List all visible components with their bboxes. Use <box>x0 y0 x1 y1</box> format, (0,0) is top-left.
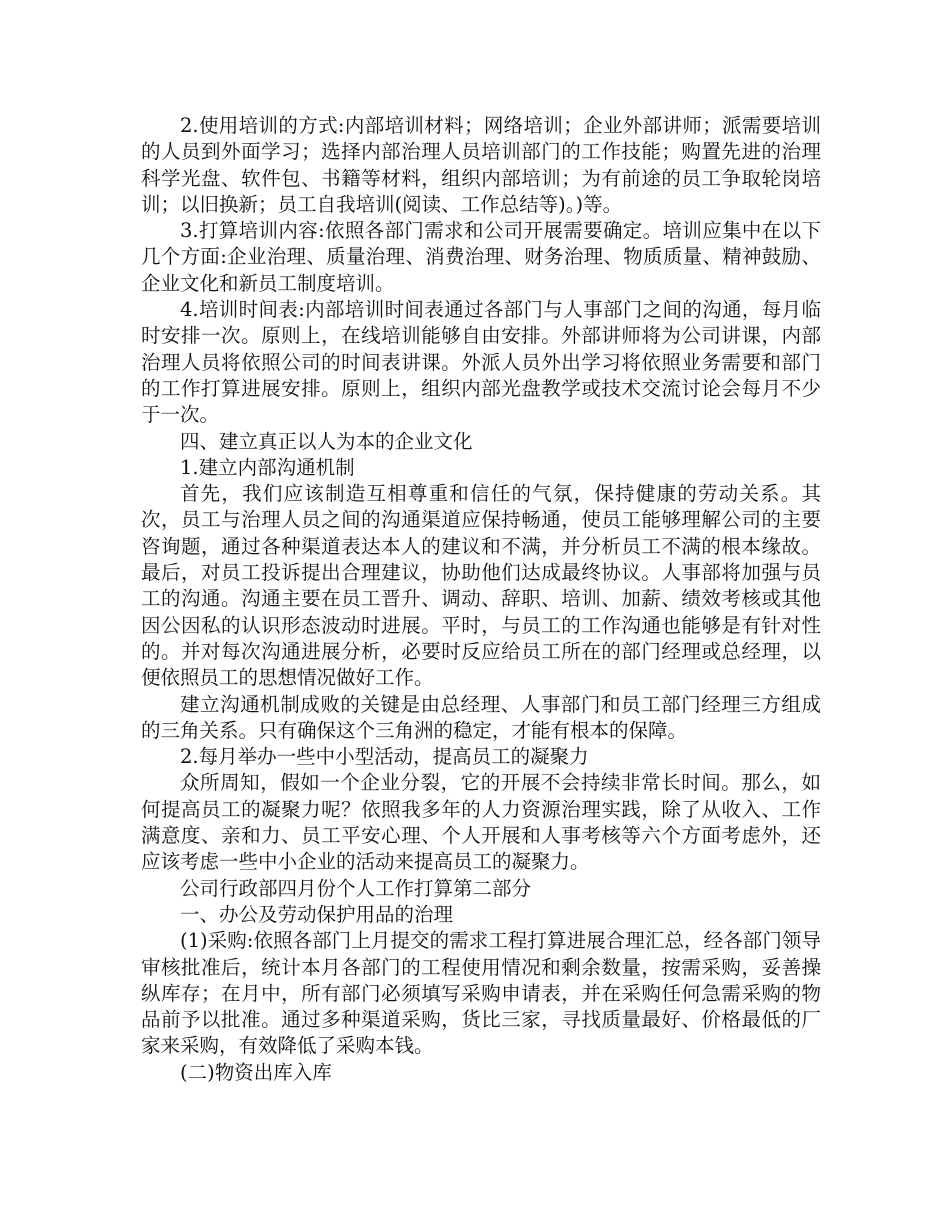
subheading-warehouse: (二)物资出库入库 <box>180 1060 332 1084</box>
paragraph-training-methods: 2.使用培训的方式:内部培训材料；网络培训；企业外部讲师；派需要培训的人员到外面学习；选择内部治理人员培训部门的工作技能；购置先进的治理科学光盘、软件包、书籍等材料，组织内部培训；为有前途的员工争取轮岗培训；以旧换新；员工自我培训(阅读、工作总结等)。)等。 <box>141 114 821 216</box>
paragraph-procurement: (1)采购:依照各部门上月提交的需求工程打算进展合理汇总，经各部门领导审核批准后，统计本月各部门的工程使用情况和剩余数量，按需采购，妥善操纵库存；在月中，所有部门必须填写采购申请表，并在采购任何急需采购的物品前予以批准。通过多种渠道采购，货比三家，寻找质量最好、价格最低的厂家来采购，有效降低了采购本钱。 <box>141 929 821 1058</box>
paragraph-communication-details: 首先，我们应该制造互相尊重和信任的气氛，保持健康的劳动关系。其次，员工与治理人员之间的沟通渠道应保持畅通，使员工能够理解公司的主要咨询题，通过各种渠道表达本人的建议和不满，并分析员工不满的根本缘故。最后，对员工投诉提出合理建议，协助他们达成最终协议。人事部将加强与员工的沟通。沟通主要在员工晋升、调动、辞职、培训、加薪、绩效考核或其他因公因私的认识形态波动时进展。平时，与员工的工作沟通也能够是有针对性的。并对每次沟通进展分析，必要时反应给员工所在的部门经理或总经理，以便依照员工的思想情况做好工作。 <box>141 482 821 690</box>
part-two-title: 公司行政部四月份个人工作打算第二部分 <box>180 876 532 900</box>
section-heading-corporate-culture: 四、建立真正以人为本的企业文化 <box>180 429 473 453</box>
document-body <box>141 113 821 1086</box>
paragraph-cohesion: 众所周知，假如一个企业分裂，它的开展不会持续非常长时间。那么，如何提高员工的凝聚力呢？依照我多年的人力资源治理实践，除了从收入、工作满意度、亲和力、员工平安心理、个人开展和人事考核等六个方面考虑外，还应该考虑一些中小企业的活动来提高员工的凝聚力。 <box>141 771 821 874</box>
paragraph-training-schedule: 4.培训时间表:内部培训时间表通过各部门与人事部门之间的沟通，每月临时安排一次。原则上，在线培训能够自由安排。外部讲师将为公司讲课，内部治理人员将依照公司的时间表讲课。外派人员外出学习将依照业务需要和部门的工作打算进展安排。原则上，组织内部光盘教学或技术交流讨论会每月不少于一次。 <box>141 298 821 427</box>
paragraph-training-content: 3.打算培训内容:依照各部门需求和公司开展需要确定。培训应集中在以下几个方面:企业治理、质量治理、消费治理、财务治理、物质质量、精神鼓励、企业文化和新员工制度培训。 <box>141 219 821 295</box>
paragraph-communication-key: 建立沟通机制成败的关键是由总经理、人事部门和员工部门经理三方组成的三角关系。只有确保这个三角洲的稳定，才能有根本的保障。 <box>141 692 821 742</box>
section-heading-office-supplies: 一、办公及劳动保护用品的治理 <box>180 902 454 926</box>
subheading-monthly-activities: 2.每月举办一些中小型活动，提高员工的凝聚力 <box>180 745 589 769</box>
subheading-communication-mechanism: 1.建立内部沟通机制 <box>180 455 355 479</box>
